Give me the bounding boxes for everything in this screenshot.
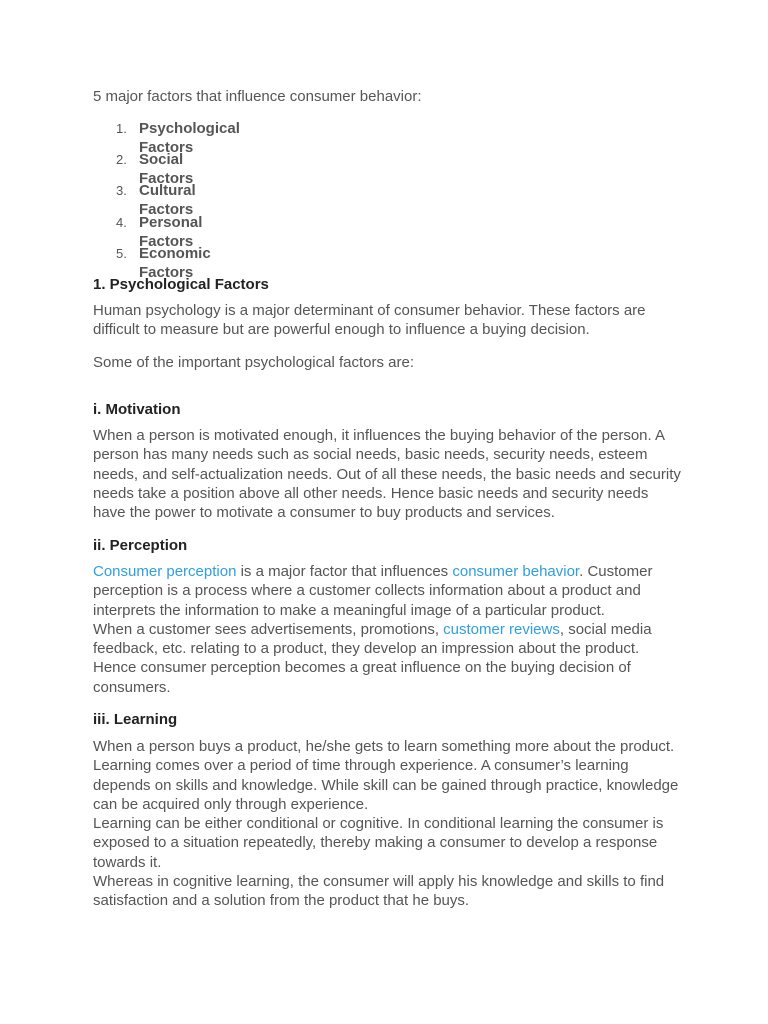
subheading-perception: ii. Perception (93, 537, 188, 554)
list-label: Economic Factors (139, 244, 211, 281)
perception-text: When a customer sees advertisements, promotions, (93, 620, 444, 638)
customer-reviews-link[interactable]: customer reviews (443, 620, 560, 638)
intro-text: 5 major factors that influence consumer behavior: (93, 88, 422, 105)
list-number: 3. (116, 183, 127, 199)
perception-text: . Customer perception is a process where a customer collects information about a product and interprets the information to make a meaningful image of a particular product. (93, 563, 653, 619)
learning-text: Whereas in cognitive learning, the consumer will apply his knowledge and skills to find satisfaction and a solution from the product that he buys. (93, 873, 665, 910)
learning-text: Learning can be either conditional or cognitive. In conditional learning the consumer is exposed to a situation repeatedly, thereby making a consumer to develop a response towards it. (93, 815, 664, 871)
list-number: 2. (116, 152, 127, 168)
section-heading-psychological: 1. Psychological Factors (93, 276, 269, 293)
list-label: Social Factors (139, 151, 194, 188)
section-paragraph: Some of the important psychological factors are: (93, 354, 414, 371)
perception-paragraph (93, 562, 683, 697)
section-paragraph: Human psychology is a major determinant of consumer behavior. These factors are difficult to measure but are powerful enough to influence a buying decision. (93, 302, 646, 339)
subheading-motivation: i. Motivation (93, 401, 181, 418)
perception-text: , social media feedback, etc. relating to a product, they develop an impression about the product. Hence consumer perception becomes a great influence on the buying decision of consumers. (93, 620, 652, 696)
consumer-perception-link[interactable]: Consumer perception (93, 563, 237, 580)
learning-text: When a person buys a product, he/she gets to learn something more about the product. Learning comes over a period of time through experience. A consumer’s learning depends on skills and knowledge. While skill can be gained through practice, knowledge can be acquired only through experience. (93, 738, 679, 813)
consumer-behavior-link[interactable]: consumer behavior (452, 563, 580, 580)
list-number: 5. (116, 245, 127, 261)
list-label: Psychological Factors (139, 120, 240, 156)
list-label: Personal Factors (139, 213, 203, 250)
motivation-paragraph: When a person is motivated enough, it influences the buying behavior of the person. A person has many needs such as social needs, basic needs, security needs, esteem needs, and self-actualization needs. Out of all these needs, the basic needs and security needs take a position above all other needs. Hence basic needs and security needs have the power to motivate a consumer to buy products and services. (93, 427, 681, 522)
learning-paragraph (93, 737, 683, 911)
list-number: 4. (116, 214, 127, 230)
perception-text: is a major factor that influences (236, 563, 453, 580)
list-number: 1. (116, 121, 127, 136)
subheading-learning: iii. Learning (93, 711, 178, 728)
list-label: Cultural Factors (139, 182, 196, 219)
